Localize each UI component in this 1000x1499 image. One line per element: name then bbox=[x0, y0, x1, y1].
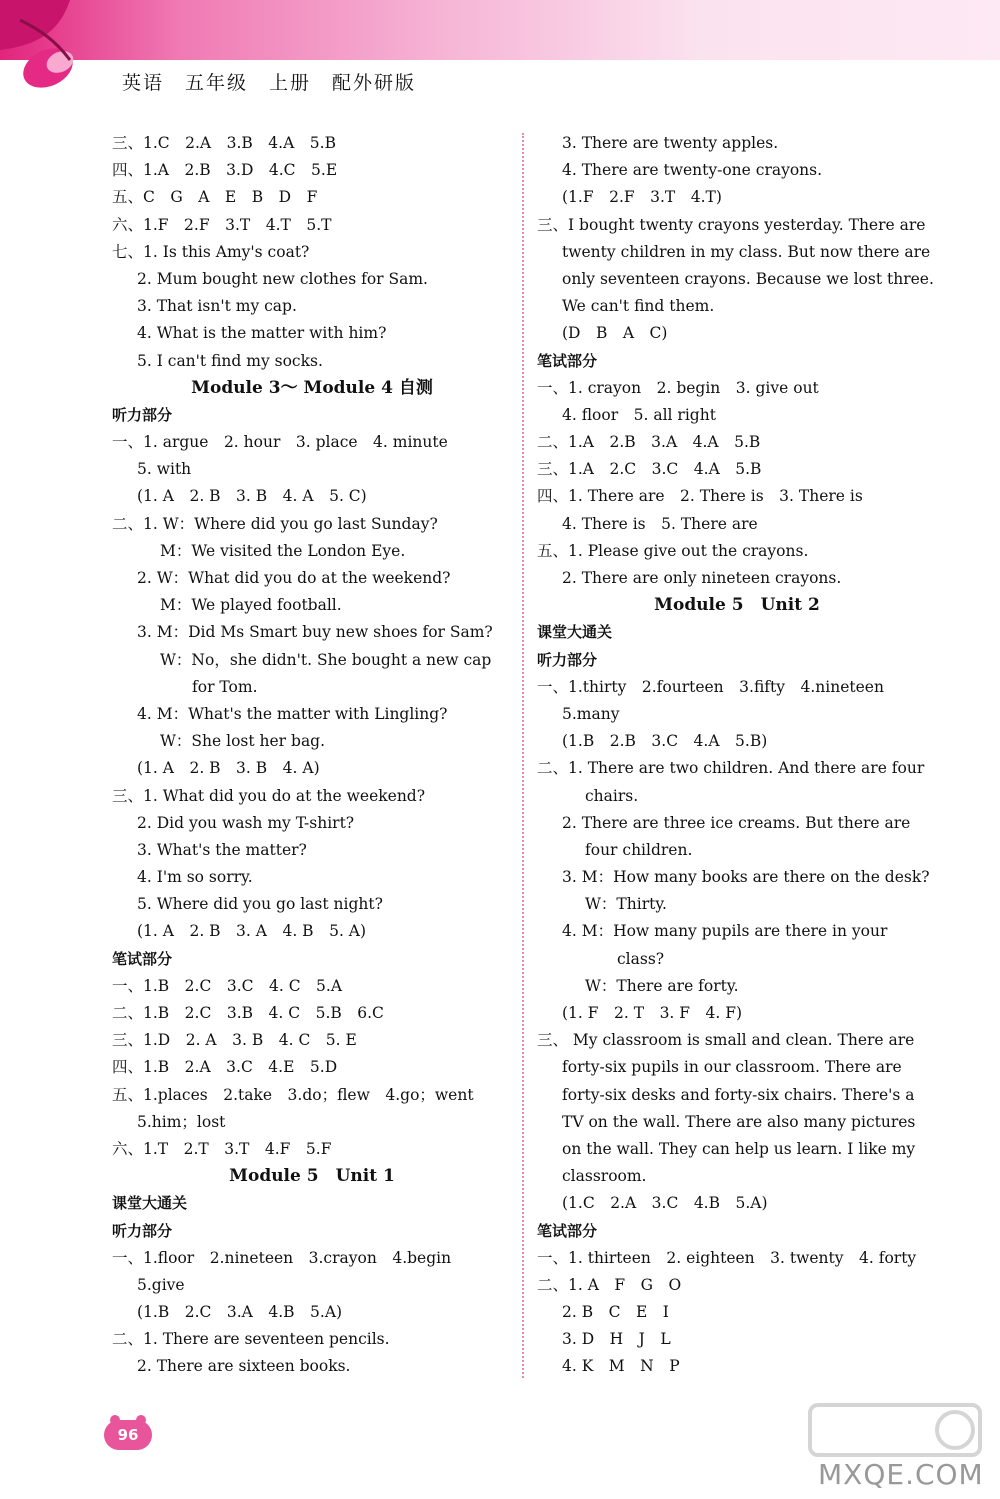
answer-line: We can't find them. bbox=[562, 297, 715, 316]
answer-line: 4. What is the matter with him? bbox=[137, 324, 387, 343]
answer-line: 2. Mum bought new clothes for Sam. bbox=[137, 269, 428, 288]
answer-line: 4. K M N P bbox=[562, 1357, 680, 1376]
section-label: 笔试部分 bbox=[537, 1221, 598, 1240]
section-label: 笔试部分 bbox=[112, 949, 173, 968]
answer-line: 3. That isn't my cap. bbox=[137, 297, 297, 316]
section-label: 听力部分 bbox=[537, 650, 598, 669]
answer-line: 五、C G A E B D F bbox=[112, 188, 318, 207]
answer-line: classroom. bbox=[562, 1167, 647, 1186]
answer-line: 三、1. What did you do at the weekend? bbox=[112, 786, 426, 805]
page-header-title: 英语 五年级 上册 配外研版 bbox=[122, 72, 417, 94]
answer-line: 5. I can't find my socks. bbox=[137, 351, 323, 370]
answer-line: class? bbox=[617, 949, 665, 968]
answer-line: 一、1.floor 2.nineteen 3.crayon 4.begin bbox=[112, 1248, 452, 1267]
answer-line: 2. There are sixteen books. bbox=[137, 1357, 351, 1376]
answer-line: 三、1.A 2.C 3.C 4.A 5.B bbox=[537, 460, 762, 479]
answer-line: 5.many bbox=[562, 704, 620, 723]
watermark-text: MXQE.COM bbox=[818, 1458, 984, 1491]
answer-line: 5. Where did you go last night? bbox=[137, 895, 383, 914]
answer-line: 一、1. crayon 2. begin 3. give out bbox=[537, 378, 819, 397]
answer-line: 二、1. There are two children. And there are four bbox=[537, 759, 925, 778]
flower-decoration-icon bbox=[0, 0, 110, 110]
answer-line: 3. M：Did Ms Smart buy new shoes for Sam? bbox=[137, 623, 493, 642]
answer-line: 二、1. There are seventeen pencils. bbox=[112, 1330, 390, 1349]
answer-line: M：We visited the London Eye. bbox=[160, 541, 406, 560]
answer-line: 六、1.T 2.T 3.T 4.F 5.F bbox=[112, 1139, 332, 1158]
answer-line: 四、1.B 2.A 3.C 4.E 5.D bbox=[112, 1058, 338, 1077]
answer-line: 3. There are twenty apples. bbox=[562, 134, 779, 152]
section-heading: Module 5 Unit 1 bbox=[229, 1166, 395, 1187]
answer-line: 4. M：How many pupils are there in your bbox=[562, 922, 888, 941]
answer-line: 四、1.A 2.B 3.D 4.C 5.E bbox=[112, 161, 338, 180]
answer-line: 三、1.C 2.A 3.B 4.A 5.B bbox=[112, 134, 336, 152]
answer-line: (1.C 2.A 3.C 4.B 5.A) bbox=[562, 1194, 768, 1213]
answer-line: 一、1.B 2.C 3.C 4. C 5.A bbox=[112, 976, 343, 995]
section-heading: Module 5 Unit 2 bbox=[654, 595, 820, 616]
section-label: 听力部分 bbox=[112, 1221, 173, 1240]
answer-line: only seventeen crayons. Because we lost three. bbox=[562, 269, 934, 288]
column-divider bbox=[522, 133, 524, 1378]
answer-line: W：She lost her bag. bbox=[160, 732, 326, 751]
answer-line: four children. bbox=[585, 840, 693, 859]
answer-line: (1. A 2. B 3. B 4. A) bbox=[137, 759, 320, 778]
answer-line: (1. A 2. B 3. B 4. A 5. C) bbox=[137, 487, 367, 506]
answer-line: 2. Did you wash my T-shirt? bbox=[137, 813, 355, 832]
answer-line: 2. There are three ice creams. But there are bbox=[562, 813, 911, 832]
answer-line: 5.give bbox=[137, 1275, 185, 1294]
answer-line: 三、I bought twenty crayons yesterday. There are bbox=[537, 215, 926, 234]
answer-line: (1. A 2. B 3. A 4. B 5. A) bbox=[137, 922, 367, 941]
section-label: 听力部分 bbox=[112, 405, 173, 424]
answer-line: 3. What's the matter? bbox=[137, 840, 307, 859]
answer-line: forty-six desks and forty-six chairs. There's a bbox=[562, 1085, 915, 1104]
answer-line: 5.him；lost bbox=[137, 1112, 226, 1131]
answer-line: 四、1. There are 2. There is 3. There is bbox=[537, 487, 863, 506]
answer-line: 2. W：What did you do at the weekend? bbox=[137, 569, 451, 587]
answer-line: 二、1.B 2.C 3.B 4. C 5.B 6.C bbox=[112, 1004, 384, 1022]
answer-line: chairs. bbox=[585, 786, 639, 805]
answer-line: 五、1.places 2.take 3.do；flew 4.go；went bbox=[112, 1085, 474, 1104]
answer-line: W：Thirty. bbox=[585, 895, 667, 914]
answer-line: on the wall. They can help us learn. I like my bbox=[562, 1139, 916, 1158]
right-answer-column bbox=[537, 130, 937, 1381]
answer-line: (D B A C) bbox=[562, 324, 668, 343]
answer-line: 4. I'm so sorry. bbox=[137, 868, 253, 887]
answer-line: 三、 My classroom is small and clean. There are bbox=[537, 1031, 915, 1050]
answer-line: 一、1. argue 2. hour 3. place 4. minute bbox=[112, 433, 448, 452]
left-answer-column bbox=[112, 130, 512, 1381]
section-label: 课堂大通关 bbox=[112, 1194, 188, 1213]
answer-line: 4. floor 5. all right bbox=[562, 405, 716, 424]
answer-line: 二、1.A 2.B 3.A 4.A 5.B bbox=[537, 433, 761, 452]
answer-line: (1.F 2.F 3.T 4.T) bbox=[562, 188, 722, 207]
answer-line: 七、1. Is this Amy's coat? bbox=[112, 242, 310, 261]
section-label: 笔试部分 bbox=[537, 351, 598, 370]
answer-line: 二、1. A F G O bbox=[537, 1275, 682, 1294]
answer-line: (1. F 2. T 3. F 4. F) bbox=[562, 1004, 743, 1022]
section-label: 课堂大通关 bbox=[537, 623, 613, 642]
answer-line: 一、1. thirteen 2. eighteen 3. twenty 4. forty bbox=[537, 1248, 917, 1267]
answer-line: forty-six pupils in our classroom. There are bbox=[562, 1058, 902, 1077]
section-heading: Module 3～ Module 4 自测 bbox=[191, 377, 433, 398]
answer-line: W：There are forty. bbox=[585, 976, 739, 995]
answer-line: 3. M：How many books are there on the desk? bbox=[562, 868, 930, 887]
answer-line: (1.B 2.C 3.A 4.B 5.A) bbox=[137, 1303, 343, 1322]
answer-line: 六、1.F 2.F 3.T 4.T 5.T bbox=[112, 215, 332, 234]
answer-line: 4. There are twenty-one crayons. bbox=[562, 161, 823, 180]
answer-line: for Tom. bbox=[192, 677, 258, 696]
answer-line: twenty children in my class. But now there are bbox=[562, 242, 931, 261]
answer-line: W：No，she didn't. She bought a new cap bbox=[160, 650, 492, 669]
answer-line: 2. B C E I bbox=[562, 1303, 669, 1322]
answer-line: (1.B 2.B 3.C 4.A 5.B) bbox=[562, 732, 768, 751]
answer-line: TV on the wall. There are also many pictures bbox=[562, 1112, 916, 1131]
answer-line: 3. D H J L bbox=[562, 1330, 671, 1349]
header-banner bbox=[0, 0, 1000, 60]
answer-line: 4. M：What's the matter with Lingling? bbox=[137, 704, 448, 723]
answer-line: 2. There are only nineteen crayons. bbox=[562, 569, 842, 587]
answer-line: 4. There is 5. There are bbox=[562, 514, 758, 533]
answer-line: 三、1.D 2. A 3. B 4. C 5. E bbox=[112, 1031, 357, 1050]
answer-line: 一、1.thirty 2.fourteen 3.fifty 4.nineteen bbox=[537, 677, 884, 696]
answer-line: M：We played football. bbox=[160, 596, 342, 615]
page-number-badge: 96 bbox=[104, 1420, 152, 1450]
answer-line: 二、1. W：Where did you go last Sunday? bbox=[112, 514, 438, 533]
answer-line: 5. with bbox=[137, 460, 192, 479]
answer-line: 五、1. Please give out the crayons. bbox=[537, 541, 809, 560]
